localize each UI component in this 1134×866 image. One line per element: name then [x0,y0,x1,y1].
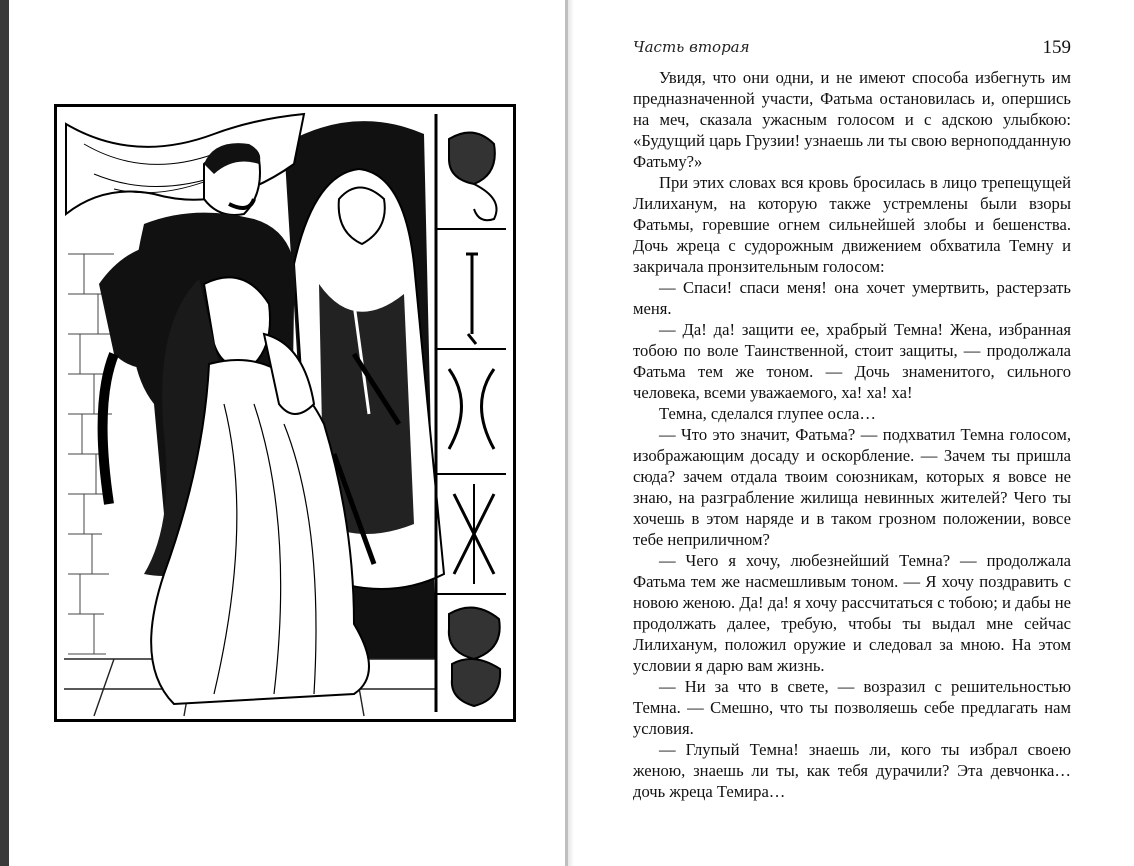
paragraph: — Глупый Темна! знаешь ли, кого ты избрал своею женою, знаешь ли ты, как тебя дурачили? Эта девчонка… дочь жреца Темира… [633,740,1071,801]
page-number: 159 [1042,37,1071,58]
running-head: Часть вторая [633,38,750,56]
paragraph: При этих словах вся кровь бросилась в лицо трепещущей Лилиханум, на которую также устремлены были взоры Фатьмы, горевшие огнем сильнейшей злобы и бешенства. Дочь жреца с судорожным движением обхватила Темну и закричала пронзительным голосом: [633,173,1071,276]
paragraph: — Ни за что в свете, — возразил с решительностью Темна. — Смешно, что ты позволяешь себе предлагать нам условия. [633,677,1071,738]
body-text [633,67,1071,802]
left-edge-border [0,0,9,866]
paragraph: — Что это значит, Фатьма? — подхватил Темна голосом, изображающим досаду и оскорбление. — Зачем ты пришла сюда? зачем отдала твоим союзникам, которых я вовсе не знаю, на разграбление жилища невинных жителей? Чего ты хочешь в этом наряде и в таком грозном положении, вовсе тебе неприличном? [633,425,1071,549]
paragraph: Увидя, что они одни, и не имеют способа избегнуть им предназначенной участи, Фатьма остановилась и, опершись на меч, сказала ужасным голосом и с адскою улыбкою: «Будущий царь Грузии! узнаешь ли ты свою верноподданную Фатьму?» [633,68,1071,171]
paragraph: Темна, сделался глупее осла… [659,404,876,423]
engraving-illustration [54,104,516,722]
paragraph: — Чего я хочу, любезнейший Темна? — продолжала Фатьма тем же насмешливым тоном. — Я хочу поздравить с новою женою. Да! да! я хочу рассчитаться с тобою; и дабы не продолжать далее, требую, чтобы ты выдал мне сейчас Лилиханум, положил оружие и следовал за мною. На этом условии я дарю вам жизнь. [633,551,1071,675]
page-header [633,38,1071,64]
paragraph: — Спаси! спаси меня! она хочет умертвить, растерзать меня. [633,278,1071,318]
paragraph: — Да! да! защити ее, храбрый Темна! Жена, избранная тобою по воле Таинственной, стоит защиты, — продолжала Фатьма тем же тоном. — Дочь знаменитого, сильного человека, всеми уважаемого, ха! ха! ха! [633,320,1071,402]
